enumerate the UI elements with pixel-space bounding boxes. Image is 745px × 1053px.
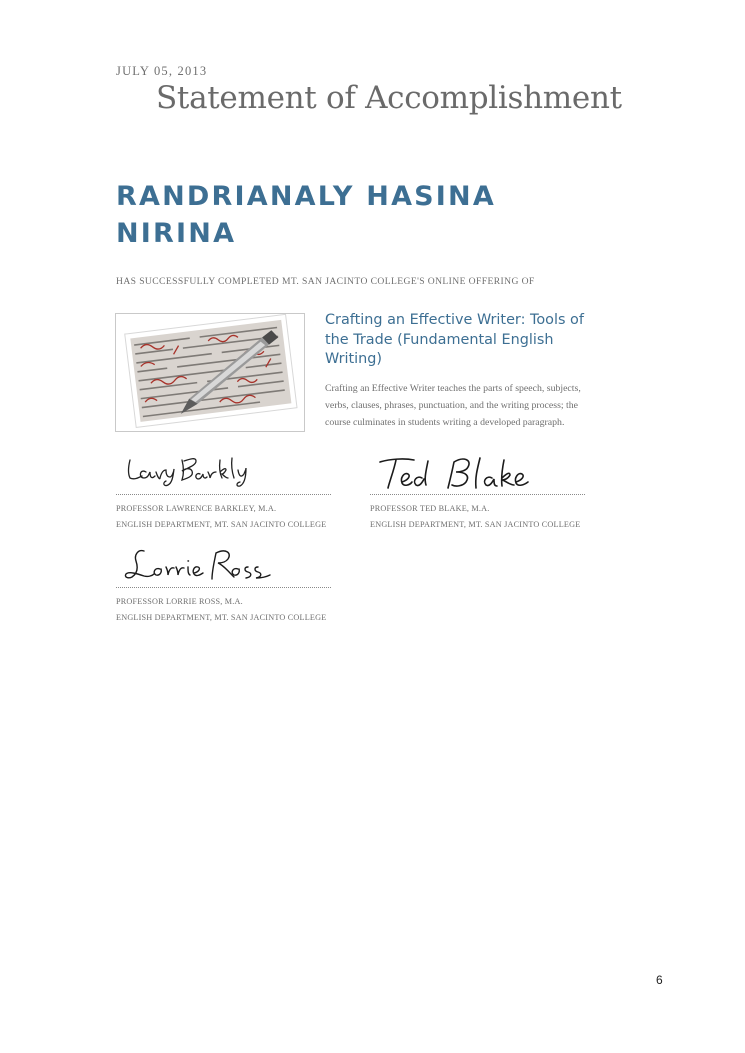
signatory-name: PROFESSOR LAWRENCE BARKLEY, M.A.	[116, 504, 277, 513]
course-description: Crafting an Effective Writer teaches the parts of speech, subjects, verbs, clauses, phrases, punctuation, and the writing process; the course culminates in students writing a developed paragraph.	[325, 383, 581, 428]
course-title: Crafting an Effective Writer: Tools of the Trade (Fundamental English Writing)	[325, 312, 584, 367]
pen-on-edited-text-photo-icon	[116, 314, 304, 431]
signatory-department: ENGLISH DEPARTMENT, MT. SAN JACINTO COLLEGE	[370, 520, 581, 529]
page-number: 6	[656, 973, 663, 987]
signature-larry-barkley	[116, 450, 266, 492]
signature-line	[116, 494, 331, 495]
completion-statement: HAS SUCCESSFULLY COMPLETED MT. SAN JACINTO COLLEGE'S ONLINE OFFERING OF	[116, 276, 535, 287]
certificate-title: Statement of Accomplishment	[156, 80, 622, 116]
signature-lorrie-ross	[116, 543, 276, 587]
signatory-block	[116, 543, 331, 623]
signatory-name: PROFESSOR LORRIE ROSS, M.A.	[116, 597, 243, 606]
signature-line	[370, 494, 585, 495]
signature-ted-blake	[370, 450, 540, 494]
signature-line	[116, 587, 331, 588]
signatory-block	[116, 450, 331, 530]
certificate-date: JULY 05, 2013	[116, 64, 208, 78]
signatory-block	[370, 450, 585, 530]
signatory-department: ENGLISH DEPARTMENT, MT. SAN JACINTO COLLEGE	[116, 613, 327, 622]
signatory-name: PROFESSOR TED BLAKE, M.A.	[370, 504, 490, 513]
course-image	[115, 313, 305, 432]
recipient-name: RANDRIANALY HASINA NIRINA	[116, 181, 496, 249]
signatory-department: ENGLISH DEPARTMENT, MT. SAN JACINTO COLLEGE	[116, 520, 327, 529]
